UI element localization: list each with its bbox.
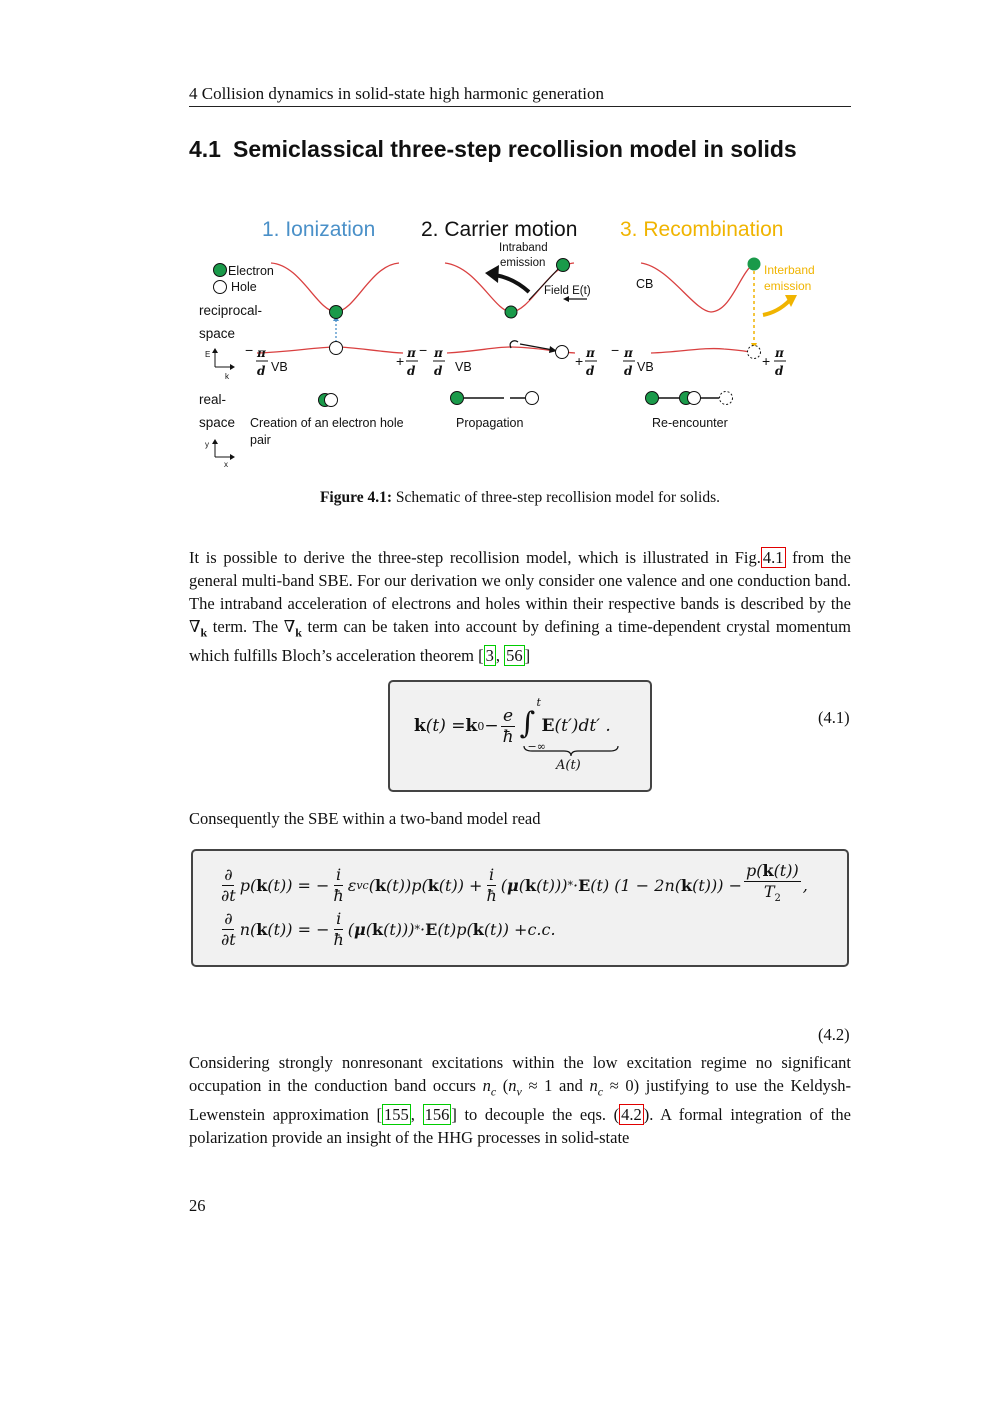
- cb-label: CB: [636, 277, 654, 291]
- svg-text:d: d: [434, 364, 443, 378]
- equation-4-2-row-2: $\frac{\partial}{\partial t}$ n( k (t)) = − $\frac{i}{ħ}$ ( μ ( k (t))) * · E (t)p( k (t)) + c.c.: [221, 909, 556, 949]
- section-title-text: Semiclassical three-step recollision model in solids: [232, 136, 797, 162]
- hole-3: [748, 346, 761, 359]
- cb-curve-3: [641, 263, 754, 312]
- svg-text:k: k: [225, 372, 229, 381]
- real-hole-1: [325, 394, 338, 407]
- xy-axis-icon: [205, 439, 235, 469]
- step2-title: 2. Carrier motion: [421, 218, 578, 241]
- svg-text:π: π: [586, 346, 595, 360]
- interband-label-2: emission: [764, 279, 812, 293]
- svg-text:π: π: [624, 346, 633, 360]
- svg-text:VB: VB: [637, 360, 654, 374]
- legend-hole-label: Hole: [231, 280, 257, 294]
- step3-title: 3. Recombination: [620, 218, 784, 241]
- electron-2: [557, 259, 570, 272]
- svg-text:−: −: [245, 342, 254, 358]
- real-space-label-2: space: [199, 415, 236, 430]
- svg-text:d: d: [624, 364, 633, 378]
- reciprocal-space-label-2: space: [199, 326, 236, 341]
- reciprocal-space-label-1: reciprocal-: [199, 303, 263, 318]
- real-electron-2: [451, 392, 464, 405]
- figure-ref-link[interactable]: 4.1: [762, 548, 784, 567]
- svg-text:d: d: [775, 364, 784, 378]
- step1-title: 1. Ionization: [262, 218, 376, 241]
- svg-text:VB: VB: [271, 360, 288, 374]
- svg-text:E: E: [205, 350, 211, 359]
- equation-number-4-1: (4.1): [818, 708, 850, 727]
- real-electron-3a: [646, 392, 659, 405]
- paragraph-2: Consequently the SBE within a two-band model read: [189, 809, 541, 828]
- real-hole-3a: [688, 392, 701, 405]
- fraction-e-hbar: $\frac{e}{ħ}$: [502, 705, 514, 747]
- section-number: 4.1: [189, 136, 221, 162]
- electron-2-start: [505, 306, 517, 318]
- legend-hole-dot: [214, 281, 227, 294]
- electron-1: [330, 306, 343, 319]
- paragraph-3: Considering strongly nonresonant excitations within the low excitation regime no significant occupation in the conduction band occurs $n_c$ ($n_v \approx 1$ and $n_c \approx 0$) justifying to use the Keldysh-Lewenstein approximation [ 155 , 156 ] to decouple the eqs. ( 4.2 ). A formal integration of the polarization provide an insight of the HHG processes in solid-state: [189, 1053, 852, 1148]
- legend-electron-label: Electron: [228, 264, 274, 278]
- svg-text:+: +: [396, 353, 405, 369]
- creation-label-2: pair: [250, 433, 271, 447]
- caption-label: Figure 4.1:: [319, 489, 393, 506]
- svg-text:−: −: [611, 342, 620, 358]
- svg-text:d: d: [407, 364, 416, 378]
- intraband-label-1: Intraband: [499, 242, 548, 254]
- interband-emission-arrow: [763, 301, 789, 315]
- svg-text:+: +: [575, 353, 584, 369]
- svg-text:y: y: [205, 440, 209, 449]
- svg-text:π: π: [407, 346, 416, 360]
- intraband-label-2: emission: [500, 257, 546, 269]
- propagation-label: Propagation: [456, 416, 524, 430]
- svg-text:π: π: [257, 346, 266, 360]
- svg-text:π: π: [434, 346, 443, 360]
- figure-caption: [189, 489, 851, 507]
- svg-text:x: x: [224, 460, 228, 469]
- citation-link-155[interactable]: 155: [384, 1105, 409, 1125]
- caption-text: Schematic of three-step recollision model for solids.: [392, 489, 721, 506]
- running-head: 4 Collision dynamics in solid-state high harmonic generation: [189, 84, 851, 107]
- underbrace: [522, 744, 620, 758]
- interband-label-1: Interband: [764, 263, 815, 277]
- page-number: 26: [189, 1196, 206, 1215]
- equation-4-2-row-1: $\frac{\partial}{\partial t}$ p( k (t)) = − $\frac{i}{ħ}$ ε vc ( k (t))p( k (t)) + $\frac{i}{ħ}$ ( μ ( k (t))) * · E (t) (1 − 2n( k (t))) − $\frac{p(k(t))}{T_2}$ ,: [221, 861, 808, 905]
- ek-axis-icon: [205, 348, 235, 381]
- equation-ref-link[interactable]: 4.2: [621, 1105, 642, 1125]
- reencounter-label: Re-encounter: [652, 416, 728, 430]
- equation-number-4-2: (4.2): [818, 1025, 850, 1044]
- svg-text:+: +: [762, 353, 771, 369]
- citation-link-3[interactable]: 3: [485, 646, 494, 666]
- equation-4-2-box: [191, 849, 849, 967]
- cb-curve-1: [271, 263, 399, 312]
- paragraph-1: It is possible to derive the three-step recollision model, which is illustrated in Fig. 4.1 from the general multi-band SBE. For our derivation we only consider one valence and one conduction band. The intraband acceleration of electrons and holes within their respective bands is described by the $\nabla_k$ term. The $\nabla_k$ term can be taken into account by defining a time-dependent crystal momentum which fulfills Bloch’s acceleration theorem [ 3 , 56 ]: [189, 548, 851, 666]
- legend-electron-dot: [214, 264, 227, 277]
- underbrace-label: A(t): [556, 758, 581, 773]
- field-label: Field E(t): [544, 285, 591, 297]
- real-space-label-1: real-: [199, 392, 227, 407]
- svg-text:−: −: [419, 342, 428, 358]
- citation-link-56[interactable]: 56: [506, 646, 523, 666]
- svg-text:d: d: [257, 364, 266, 378]
- integral-sign: ∫ t −∞: [519, 696, 546, 753]
- svg-text:π: π: [775, 346, 784, 360]
- intraband-emission-arrow: [495, 275, 529, 292]
- equation-4-1-box: [388, 680, 652, 792]
- real-hole-3b: [720, 392, 733, 405]
- electron-3: [748, 258, 760, 270]
- hole-1: [330, 342, 343, 355]
- section-title: [189, 136, 797, 163]
- creation-label-1: Creation of an electron hole: [250, 416, 404, 430]
- equation-4-1: k (t) = k 0 − $\frac{e}{ħ}$ ∫ t −∞ E (t′)dt′ .: [414, 696, 611, 753]
- citation-link-156[interactable]: 156: [424, 1105, 450, 1125]
- figure-three-step-model: [189, 205, 851, 470]
- svg-text:d: d: [586, 364, 595, 378]
- svg-text:VB: VB: [455, 360, 472, 374]
- hole-2: [556, 346, 569, 359]
- real-hole-2: [526, 392, 539, 405]
- vb-curve-3: [651, 349, 757, 353]
